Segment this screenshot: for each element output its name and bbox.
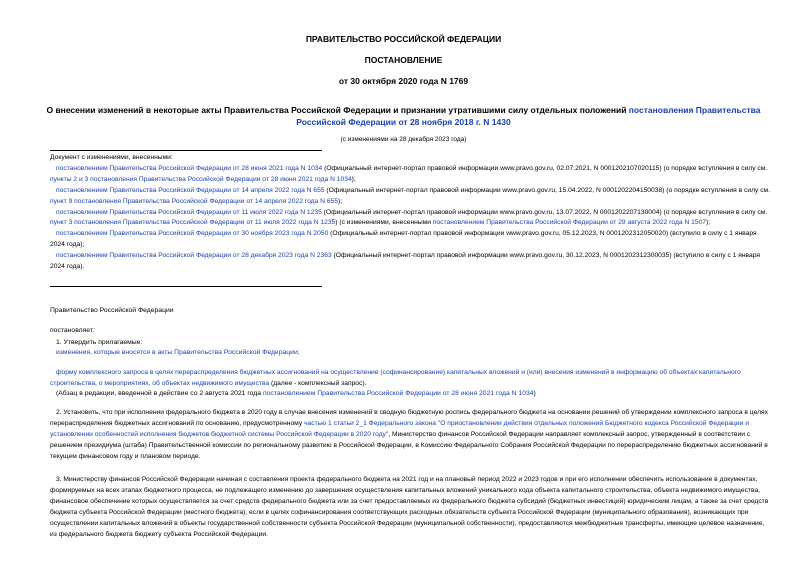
divider-top <box>50 150 322 151</box>
header-date: от 30 октября 2020 года N 1769 <box>338 76 469 86</box>
change-text: (Официальный интернет-портал правовой информации www.pravo.gov.ru, 30.12.2023, N 0001202312300035) (вступило в силу с 1 января 2024 года). <box>50 252 760 271</box>
change-link-secondary[interactable]: пункт 3 постановления Правительства Российской Федерации от 11 июля 2022 года N 1235 <box>50 219 336 227</box>
document-title <box>40 104 767 128</box>
header-doc-type: ПОСТАНОВЛЕНИЕ <box>364 55 443 65</box>
p2-text-a: 2. Установить, что при исполнении федерального бюджета в 2020 году в случае внесения изменений в сводную бюджетную роспись федерального бюджета на основании решений об утверждении комплексного запроса в целях перераспределения бюджетных ассигнований по основанию, предусмотренному <box>50 409 768 427</box>
title-text: О внесении изменений в некоторые акты Правительства Российской Федерации и признании утратившими силу отдельных положений <box>46 105 629 115</box>
p2-law-link[interactable]: частью 1 статьи 2_1 Федерального закона "О приостановлении действия отдельных положений Бюджетного кодекса Российской Федерации и установлении особенностей исполнения бюджетов бюджетной системы Российской Федерации в 2020 году" <box>50 419 749 438</box>
form-tail: (далее - комплексный запрос). <box>269 379 367 387</box>
abzac-note <box>56 390 536 397</box>
change-text: (Официальный интернет-портал правовой информации www.pravo.gov.ru, 13.07.2022, N 0001202207130004) (о порядке вступления в силу см. <box>321 208 768 216</box>
change-link-secondary[interactable]: пункт 9 постановления Правительства Российской Федерации от 14 апреля 2022 года N 655 <box>50 197 338 205</box>
form-paragraph <box>50 368 770 390</box>
change-item <box>50 208 770 230</box>
change-tail: ); <box>351 175 356 183</box>
change-item <box>50 186 770 208</box>
p2-text-b: , Министерство финансов Российской Федерации направляет комплексный запрос, утвержденный в соответствии с решением президиума (штаба) Правительственной комиссии по региональному развитию в Российской Федерации, в Комиссию Федерального Собрания Российской Федерации по перераспределению бюджетных ассигнований в текущем финансовом году и плановом периоде. <box>50 430 768 460</box>
change-text: (Официальный интернет-портал правовой информации www.pravo.gov.ru, 15.04.2022, N 0001202204150038) (о порядке вступления в силу см. <box>324 186 771 194</box>
change-link[interactable]: постановлением Правительства Российской Федерации от 30 ноября 2023 года N 2050 <box>56 230 329 238</box>
change-text: (Официальный интернет-портал правовой информации www.pravo.gov.ru, 02.07.2021, N 0001202107020115) (о порядке вступления в силу см. <box>322 164 768 172</box>
change-link[interactable]: постановлением Правительства Российской Федерации от 11 июля 2022 года N 1235 <box>56 208 322 216</box>
change-item <box>50 251 770 273</box>
change-item <box>50 229 770 251</box>
change-mid: ) (с изменениями, внесенными <box>335 219 433 227</box>
paragraph-3 <box>50 475 770 540</box>
changes-annex-link[interactable]: изменения, которые вносятся в акты Правительства Российской Федерации; <box>56 349 300 356</box>
government-line: Правительство Российской Федерации <box>50 307 174 314</box>
change-link[interactable]: постановлением Правительства Российской Федерации от 28 июня 2021 года N 1034 <box>56 164 323 172</box>
abzac-link[interactable]: постановлением Правительства Российской Федерации от 28 июня 2021 года N 1034 <box>262 390 534 397</box>
change-link[interactable]: постановлением Правительства Российской Федерации от 14 апреля 2022 года N 655 <box>56 186 325 194</box>
divider-bottom <box>50 286 322 287</box>
changes-intro: Документ с изменениями, внесенными: <box>50 154 173 161</box>
title-link[interactable]: постановления Правительства Российской Федерации от 28 ноября 2018 г. N 1430 <box>296 105 761 127</box>
change-link-secondary[interactable]: пункты 2 и 3 постановления Правительства Российской Федерации от 28 июня 2021 года N 1034 <box>50 175 352 183</box>
changes-block <box>50 153 770 273</box>
header-government: ПРАВИТЕЛЬСТВО РОССИЙСКОЙ ФЕДЕРАЦИИ <box>305 34 502 44</box>
paragraph-2 <box>50 408 770 463</box>
change-link[interactable]: постановлением Правительства Российской Федерации от 28 декабря 2023 года N 2363 <box>56 252 332 260</box>
change-tail: ); <box>337 197 343 205</box>
change-link-tertiary[interactable]: постановлением Правительства Российской Федерации от 29 августа 2022 года N 1507 <box>432 219 707 227</box>
abzac-tail: ) <box>533 390 536 397</box>
change-text: (Официальный интернет-портал правовой информации www.pravo.gov.ru, 05.12.2023, N 0001202312050020) (вступило в силу с 1 января 2024 года); <box>50 230 757 249</box>
p3-text: 3. Министерству финансов Российской Федерации начиная с составления проекта федерального бюджета на 2021 год и на плановый период 2022 и 2023 годов и при его исполнении обеспечить использование в документах, формируемых на всех этапах бюджетного процесса, не подлежащего изменению до завершения осуществления капитальных вложений уникального кода объекта капитального строительства, объекта недвижимого имущества, финансовое обеспечение которых осуществляется за счет средств федерального бюджета или за счет предоставляемых из федерального бюджета субсидий (бюджетных инвестиций) юридическим лицам, а также за счет средств бюджета субъекта Российской Федерации (местного бюджета), если в целях софинансирования соответствующих расходных обязательств субъекта Российской Федерации (муниципального образования), возникающих при осуществлении капитальных вложений в объекты государственной собственности субъекта Российской Федерации (муниципальной собственности), предоставляются межбюджетные трансферты, имеющие целевое назначение, из федерального бюджета бюджету субъекта Российской Федерации. <box>50 476 769 538</box>
change-item <box>50 164 770 186</box>
paragraph-1: 1. Утвердить прилагаемые: <box>56 339 143 346</box>
postanovlyaet-line: постановляет: <box>50 327 95 334</box>
change-tail: ); <box>706 219 711 227</box>
edition-note: (с изменениями на 28 декабря 2023 года) <box>340 136 467 143</box>
abzac-text: (Абзац в редакции, введенной в действие со 2 августа 2021 года <box>56 390 263 397</box>
form-link[interactable]: форму комплексного запроса в целях перераспределения бюджетных ассигнований на осуществление (софинансирование) капитальных вложений и (или) внесения изменений в информацию об объектах капитального строительства, о мероприятиях, об объектах недвижимого имущества <box>50 369 741 387</box>
paragraph-1-link-line <box>56 349 300 356</box>
